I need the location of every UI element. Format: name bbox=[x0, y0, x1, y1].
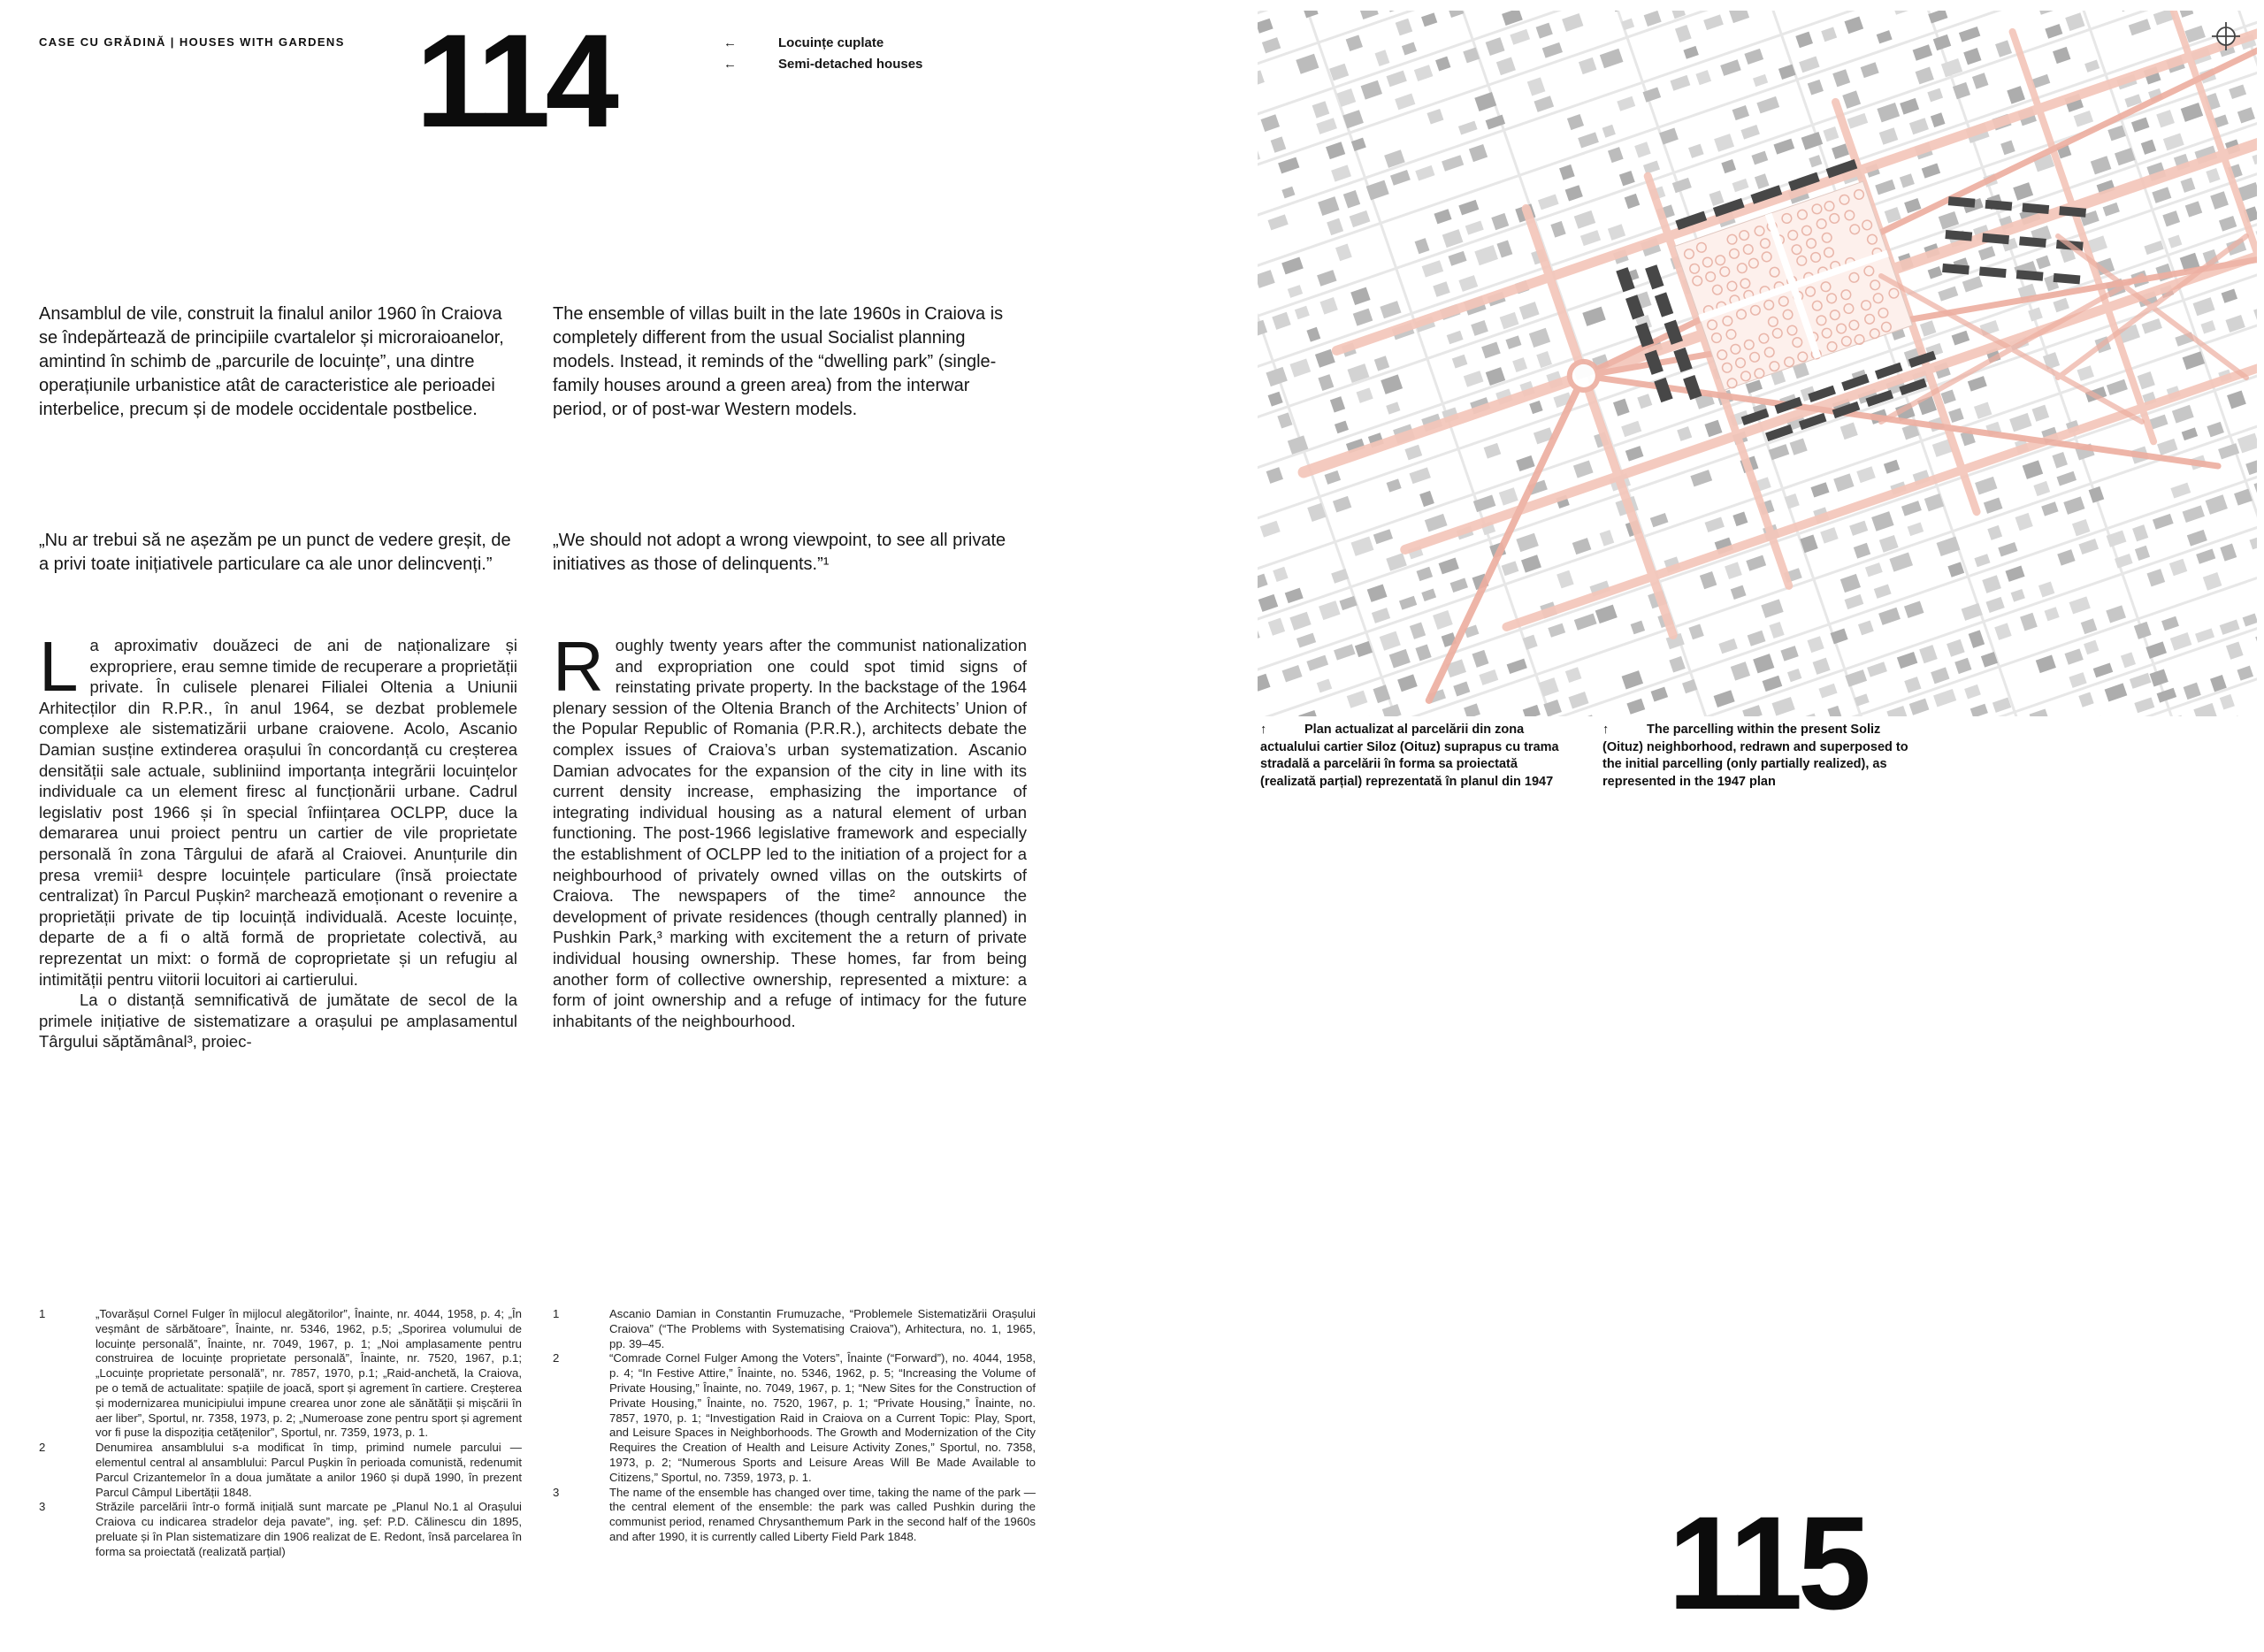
neighborhood-plan-map bbox=[1258, 11, 2257, 716]
typology-row-en bbox=[723, 57, 922, 72]
map-caption-en bbox=[1602, 722, 1916, 791]
body-text-ro bbox=[39, 627, 517, 1052]
series-title: CASE CU GRĂDINĂ | HOUSES WITH GARDENS bbox=[39, 35, 345, 49]
body-text-run: oughly twenty years after the communist nationalization and expropriation one could spot timid signs of reinstating private property. In the backstage of the 1964 plenary session of the Oltenia Branch of the Architects’ Union of the Popular Republic of Romania (P.R.R.), architects debate the complex issues of Craiova’s urban systematization. Ascanio Damian advocates for the expansion of the city in line with its current density increase, emphasizing the importance of integrating individual housing as a natural element of urban functioning. The post-1966 legislative framework and especially the establishment of OCLPP led to the initiation of a project for a neighbourhood of privately owned villas on the outskirts of Craiova. The newspapers of the time² announce the development of private residences (though centrally planned) in Pushkin Park,³ marking with excitement the a return of private individual housing ownership. These homes, far from being another form of collective ownership, represented a mixture: a form of joint ownership and a refuge of intimacy for the future inhabitants of the neighbourhood. bbox=[553, 636, 1027, 1030]
footnote-text: Ascanio Damian in Constantin Frumuzache, “Problemele Sistematizării Orașului Craiova” (“The Problems with Systematising Craiova”), Arhitectura, no. 1, 1965, pp. 39–45. bbox=[609, 1307, 1036, 1350]
dropcap-ro: L bbox=[39, 627, 79, 706]
footnote-text: „Tovarășul Cornel Fulger în mijlocul alegătorilor”, Înainte, nr. 4044, 1958, p. 4; „În veșmânt de sărbătoare”, Înainte, nr. 5346, 1962, p.5; „Sporirea volumului de locuințe personală”, Înainte, nr. 7049, 1967, p. 1; „Noi amplasamente pentru construirea de locuințe proprietate personală”, Înainte, nr. 7520, 1967, p.1; „Locuințe proprietate personală”, nr. 7857, 1970, p.1; „Raid-anchetă, la Craiova, pe o temă de actualitate: spațiile de joacă, sport și agrement în cartiere. Creșterea și modernizarea municipiului impune crearea unor zone ale sănătății și mișcării în aer liber”, Sportul, nr. 7358, 1973, p. 2; „Numeroase zone pentru sport și agrement vor fi puse la dispoziția cetățenilor”, Sportul, nr. 7359, 1973, p. 1. bbox=[96, 1307, 522, 1440]
footnote bbox=[553, 1351, 1036, 1485]
footnote-text: Denumirea ansamblului s-a modificat în timp, primind numele parcului — elementul central al ansamblului: Parcul Pușkin în perioada comunistă, redenumit Parcul Crizantemelor în a doua jumătate a anilor 1960 și după 1990, în prezent Parcul Câmpul Libertății 1848. bbox=[96, 1441, 522, 1499]
footnote bbox=[39, 1307, 522, 1441]
left-arrow-icon: ← bbox=[723, 57, 737, 72]
footnote-number: 2 bbox=[39, 1441, 46, 1455]
intro-paragraph-en: The ensemble of villas built in the late 1960s in Craiova is completely different from the usual Socialist planning models. Instead, it reminds of the “dwelling park” (single-family houses around a green area) from the interwar period, or of post-war Western models. bbox=[553, 304, 1004, 419]
footnote-number: 1 bbox=[39, 1307, 46, 1320]
typology-label-ro: Locuințe cuplate bbox=[778, 35, 884, 50]
page-number-right: 115 bbox=[1668, 1488, 1866, 1637]
body-paragraph: La o distanță semnificativă de jumătate de secol de la primele inițiative de sistematizare a orașului pe amplasamentul Târgului săptămânal³, proiec- bbox=[39, 990, 517, 1052]
footnote-number: 1 bbox=[553, 1307, 560, 1320]
footnote bbox=[39, 1441, 522, 1500]
body-paragraph bbox=[553, 627, 1027, 1031]
typology-row-ro bbox=[723, 35, 922, 50]
compass-icon bbox=[2209, 19, 2243, 53]
caption-text: Plan actualizat al parcelării din zona actualului cartier Siloz (Oituz) suprapus cu trama stradală a parcelării în forma sa proiectată (realizată parțial) reprezentată în planul din 1947 bbox=[1260, 723, 1559, 789]
typology-labels bbox=[723, 35, 922, 78]
footnote bbox=[553, 1307, 1036, 1351]
body-paragraph bbox=[39, 627, 517, 990]
footnotes-ro bbox=[39, 1307, 522, 1560]
footnote-text: Străzile parcelării într-o formă inițială sunt marcate pe „Planul No.1 al Orașului Craiova cu indicarea stradelor deja pavate”, ing. șef: P.D. Călinescu din 1895, preluate și în Plan sistematizare din 1906 realizat de E. Redont, însă parcelarea în forma sa proiectată (realizată parțial) bbox=[96, 1500, 522, 1558]
footnote-text: “Comrade Cornel Fulger Among the Voters”, Înainte (“Forward”), no. 4044, 1958, p. 4; “In Festive Attire,” Înainte, no. 5346, 1962, p. 5; “Increasing the Volume of Private Housing,” Înainte, no. 7049, 1967, p. 1; “New Sites for the Construction of Private Housing,” Înainte, no. 7520, 1967, p. 1; “Private Housing,” Înainte, no. 7857, 1970, p. 1; “Investigation Raid in Craiova on a Current Topic: Play, Sport, and Leisure Spaces in Neighborhoods. The Growth and Modernization of the City Requires the Creation of Health and Leisure Activity Zones,” Sportul, no. 7358, 1973, p. 2; “Numerous Sports and Leisure Areas Will Be Made Available to Citizens,” Sportul, no. 7359, 1973, p. 1. bbox=[609, 1351, 1036, 1484]
pull-quote-ro: „Nu ar trebui să ne așezăm pe un punct de vedere greșit, de a privi toate inițiativele particulare ca ale unor delincvenți.” bbox=[39, 531, 511, 574]
intro-paragraph-ro: Ansamblul de vile, construit la finalul anilor 1960 în Craiova se îndepărtează de principiile cvartalelor și microraioanelor, amintind în schimb de „parcurile de locuințe”, una dintre operațiunile urbanistice atât de caracteristice ale perioadei interbelice, precum și de modele occidentale postbelice. bbox=[39, 304, 504, 419]
footnotes-en bbox=[553, 1307, 1036, 1545]
typology-label-en: Semi-detached houses bbox=[778, 57, 923, 72]
dropcap-en: R bbox=[553, 627, 604, 706]
footnote-text: The name of the ensemble has changed over time, taking the name of the park — the central element of the ensemble: the park was called Pushkin during the communist period, renamed Chrysanthemum Park in the second half of the 1960s and after 1990, it is currently called Liberty Field Park 1848. bbox=[609, 1485, 1036, 1543]
up-arrow-icon: ↑ bbox=[1260, 723, 1267, 737]
page-number-left: 114 bbox=[416, 6, 614, 155]
caption-text: The parcelling within the present Soliz (Oituz) neighborhood, redrawn and superposed to the initial parcelling (only partially realized), as represented in the 1947 plan bbox=[1602, 723, 1908, 789]
footnote-number: 2 bbox=[553, 1351, 560, 1365]
pull-quote-en: „We should not adopt a wrong viewpoint, to see all private initiatives as those of delinquents.”¹ bbox=[553, 531, 1006, 574]
body-text-en bbox=[553, 627, 1027, 1031]
footnote bbox=[553, 1486, 1036, 1545]
body-text-run: a aproximativ douăzeci de ani de naționalizare și expropriere, erau semne timide de recuperare a proprietății private. În culisele plenarei Filialei Oltenia a Uniunii Arhitecților din R.P.R., în anul 1964, se dezbat problemele complexe ale sistematizării urbane craiovene. Acolo, Ascanio Damian susține extinderea orașului în concordanță cu creșterea densității sale actuale, subliniind importanța integrării locuințelor individuale ca un element firesc al funcționării urbane. Cadrul legislativ post 1966 și în special înființarea OCLPP, duce la demararea unui proiect pentru un cartier de vile proprietate personală în zona Târgului de afară al Craiovei. Anunțurile din presa vremii¹ despre locuințele particulare (însă proiectate centralizat) în Parcul Pușkin² marchează emoționant o revenire a proprietății private de tip locuință individuală. Aceste locuințe, departe de a fi o altă formă de proprietate colectivă, au reprezentat un mixt: o formă de coproprietate și un refugiu al intimității pentru viitorii locuitori ai cartierului. bbox=[39, 636, 517, 989]
map-caption-ro bbox=[1260, 722, 1561, 791]
footnote bbox=[39, 1500, 522, 1559]
footnote-number: 3 bbox=[553, 1485, 560, 1499]
up-arrow-icon: ↑ bbox=[1602, 723, 1610, 737]
footnote-number: 3 bbox=[39, 1500, 46, 1514]
map-figure bbox=[1258, 11, 2257, 716]
left-arrow-icon: ← bbox=[723, 35, 737, 50]
